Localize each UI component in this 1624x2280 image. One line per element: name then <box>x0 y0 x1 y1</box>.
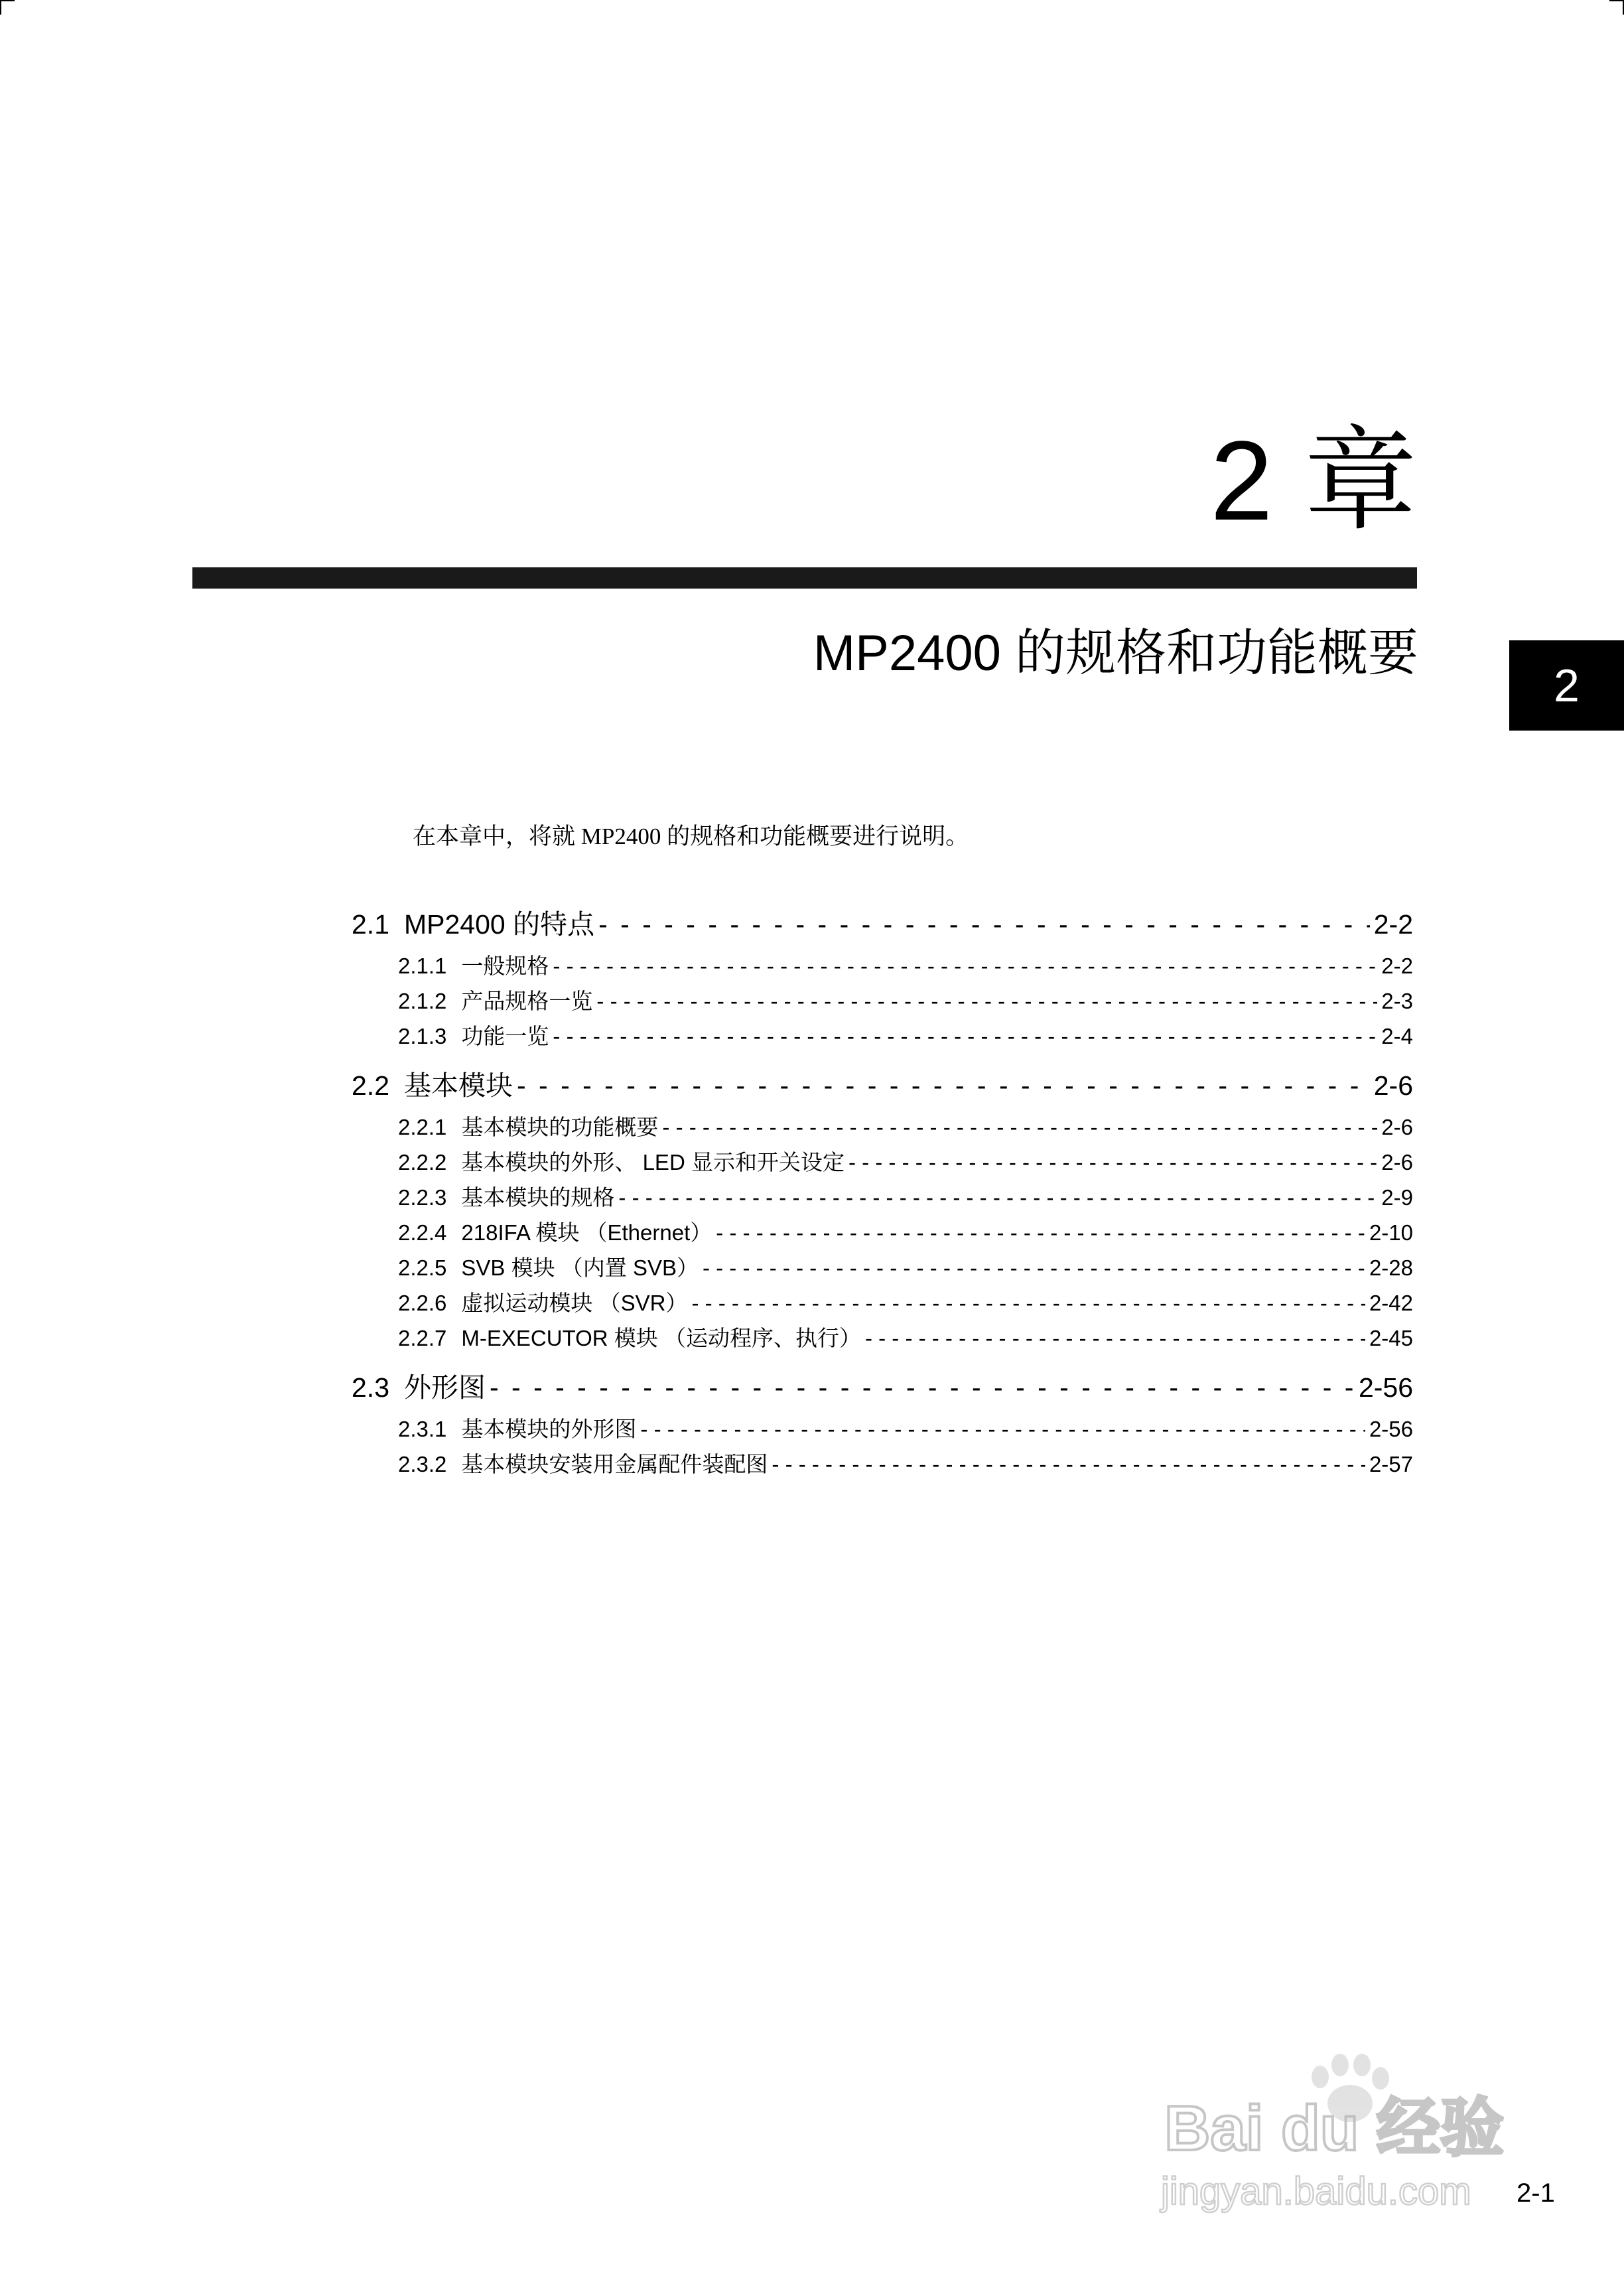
toc-subsection-row[interactable] <box>352 1216 1413 1251</box>
chapter-subtitle: MP2400 的规格和功能概要 <box>813 625 1418 681</box>
toc-number: 2.2.5 <box>398 1255 447 1280</box>
crop-mark-top-left <box>0 0 1 15</box>
toc-subsection-row[interactable] <box>352 949 1413 984</box>
toc-page-number: 2-6 <box>1381 1115 1413 1139</box>
toc-leader <box>691 1291 1365 1316</box>
toc-page-number: 2-57 <box>1369 1452 1413 1476</box>
toc-label: 外形图 <box>404 1372 486 1403</box>
toc-subsection-row[interactable] <box>352 1110 1413 1145</box>
toc-number: 2.1 <box>352 909 389 940</box>
toc-page-number: 2-3 <box>1381 989 1413 1013</box>
crop-mark-top-right-h <box>1609 0 1624 1</box>
table-of-contents <box>352 902 1413 1482</box>
toc-number: 2.2.6 <box>398 1291 447 1315</box>
toc-page-number: 2-10 <box>1369 1220 1413 1245</box>
toc-number: 2.2.7 <box>398 1326 447 1350</box>
chapter-side-tab: 2 <box>1509 640 1624 731</box>
toc-subsection-row[interactable] <box>352 1019 1413 1054</box>
toc-leader <box>517 1070 1370 1102</box>
crop-mark-top-left-h <box>0 0 15 1</box>
toc-leader <box>598 909 1370 940</box>
toc-leader <box>553 954 1377 979</box>
toc-label: SVB 模块 （内置 SVB） <box>461 1255 699 1280</box>
toc-leader <box>848 1150 1377 1175</box>
toc-page-number: 2-6 <box>1373 1070 1413 1101</box>
toc-page-number: 2-56 <box>1369 1417 1413 1441</box>
toc-label: MP2400 的特点 <box>404 909 595 940</box>
toc-label: 基本模块的外形、 LED 显示和开关设定 <box>461 1150 845 1175</box>
watermark-brand: Bai du 经验 <box>1164 2093 1505 2164</box>
toc-number: 2.2 <box>352 1070 389 1101</box>
toc-leader <box>772 1452 1365 1477</box>
toc-subsection-row[interactable] <box>352 1286 1413 1321</box>
toc-number: 2.3 <box>352 1372 389 1403</box>
toc-leader <box>618 1185 1377 1210</box>
toc-label: 218IFA 模块 （Ethernet） <box>461 1220 712 1245</box>
toc-label: 基本模块安装用金属配件装配图 <box>461 1452 768 1476</box>
toc-leader <box>716 1220 1365 1246</box>
toc-page-number: 2-56 <box>1358 1372 1413 1403</box>
chapter-divider <box>192 567 1417 589</box>
toc-leader <box>490 1372 1355 1403</box>
toc-number: 2.3.1 <box>398 1417 447 1441</box>
toc-number: 2.1.3 <box>398 1024 447 1048</box>
toc-label: 基本模块 <box>404 1070 513 1101</box>
toc-label: M-EXECUTOR 模块 （运动程序、执行） <box>461 1326 861 1350</box>
toc-subsection-row[interactable] <box>352 1321 1413 1356</box>
toc-label: 一般规格 <box>461 954 549 978</box>
toc-subsection-row[interactable] <box>352 984 1413 1019</box>
toc-section-row[interactable] <box>352 1366 1413 1412</box>
toc-page-number: 2-42 <box>1369 1291 1413 1315</box>
chapter-intro: 在本章中，将就 MP2400 的规格和功能概要进行说明。 <box>413 823 969 849</box>
toc-page-number: 2-2 <box>1373 909 1413 940</box>
toc-number: 2.1.2 <box>398 989 447 1013</box>
toc-page-number: 2-2 <box>1381 954 1413 978</box>
toc-section-row[interactable] <box>352 902 1413 949</box>
toc-leader <box>553 1024 1377 1049</box>
toc-subsection-row[interactable] <box>352 1251 1413 1286</box>
baidu-watermark <box>1151 2031 1522 2230</box>
toc-label: 虚拟运动模块 （SVR） <box>461 1291 688 1315</box>
toc-subsection-row[interactable] <box>352 1180 1413 1216</box>
watermark-url: jingyan.baidu.com <box>1161 2170 1471 2213</box>
toc-page-number: 2-4 <box>1381 1024 1413 1048</box>
toc-number: 2.3.2 <box>398 1452 447 1476</box>
toc-subsection-row[interactable] <box>352 1145 1413 1180</box>
toc-label: 功能一览 <box>461 1024 549 1048</box>
toc-leader <box>596 989 1377 1014</box>
toc-page-number: 2-6 <box>1381 1150 1413 1175</box>
toc-leader <box>640 1417 1365 1442</box>
toc-label: 基本模块的规格 <box>461 1185 615 1210</box>
toc-page-number: 2-45 <box>1369 1326 1413 1350</box>
toc-label: 产品规格一览 <box>461 989 593 1013</box>
toc-leader <box>703 1255 1365 1281</box>
toc-page-number: 2-9 <box>1381 1185 1413 1210</box>
chapter-title: 2 章 <box>1210 418 1417 544</box>
toc-leader <box>865 1326 1365 1351</box>
toc-leader <box>662 1115 1377 1140</box>
toc-number: 2.2.4 <box>398 1220 447 1245</box>
toc-label: 基本模块的外形图 <box>461 1417 637 1441</box>
toc-number: 2.2.1 <box>398 1115 447 1139</box>
toc-subsection-row[interactable] <box>352 1412 1413 1447</box>
toc-number: 2.1.1 <box>398 954 447 978</box>
toc-section-row[interactable] <box>352 1064 1413 1110</box>
page-number: 2-1 <box>1517 2178 1555 2208</box>
toc-number: 2.2.3 <box>398 1185 447 1210</box>
toc-subsection-row[interactable] <box>352 1447 1413 1482</box>
toc-number: 2.2.2 <box>398 1150 447 1175</box>
toc-label: 基本模块的功能概要 <box>461 1115 659 1139</box>
toc-page-number: 2-28 <box>1369 1255 1413 1280</box>
